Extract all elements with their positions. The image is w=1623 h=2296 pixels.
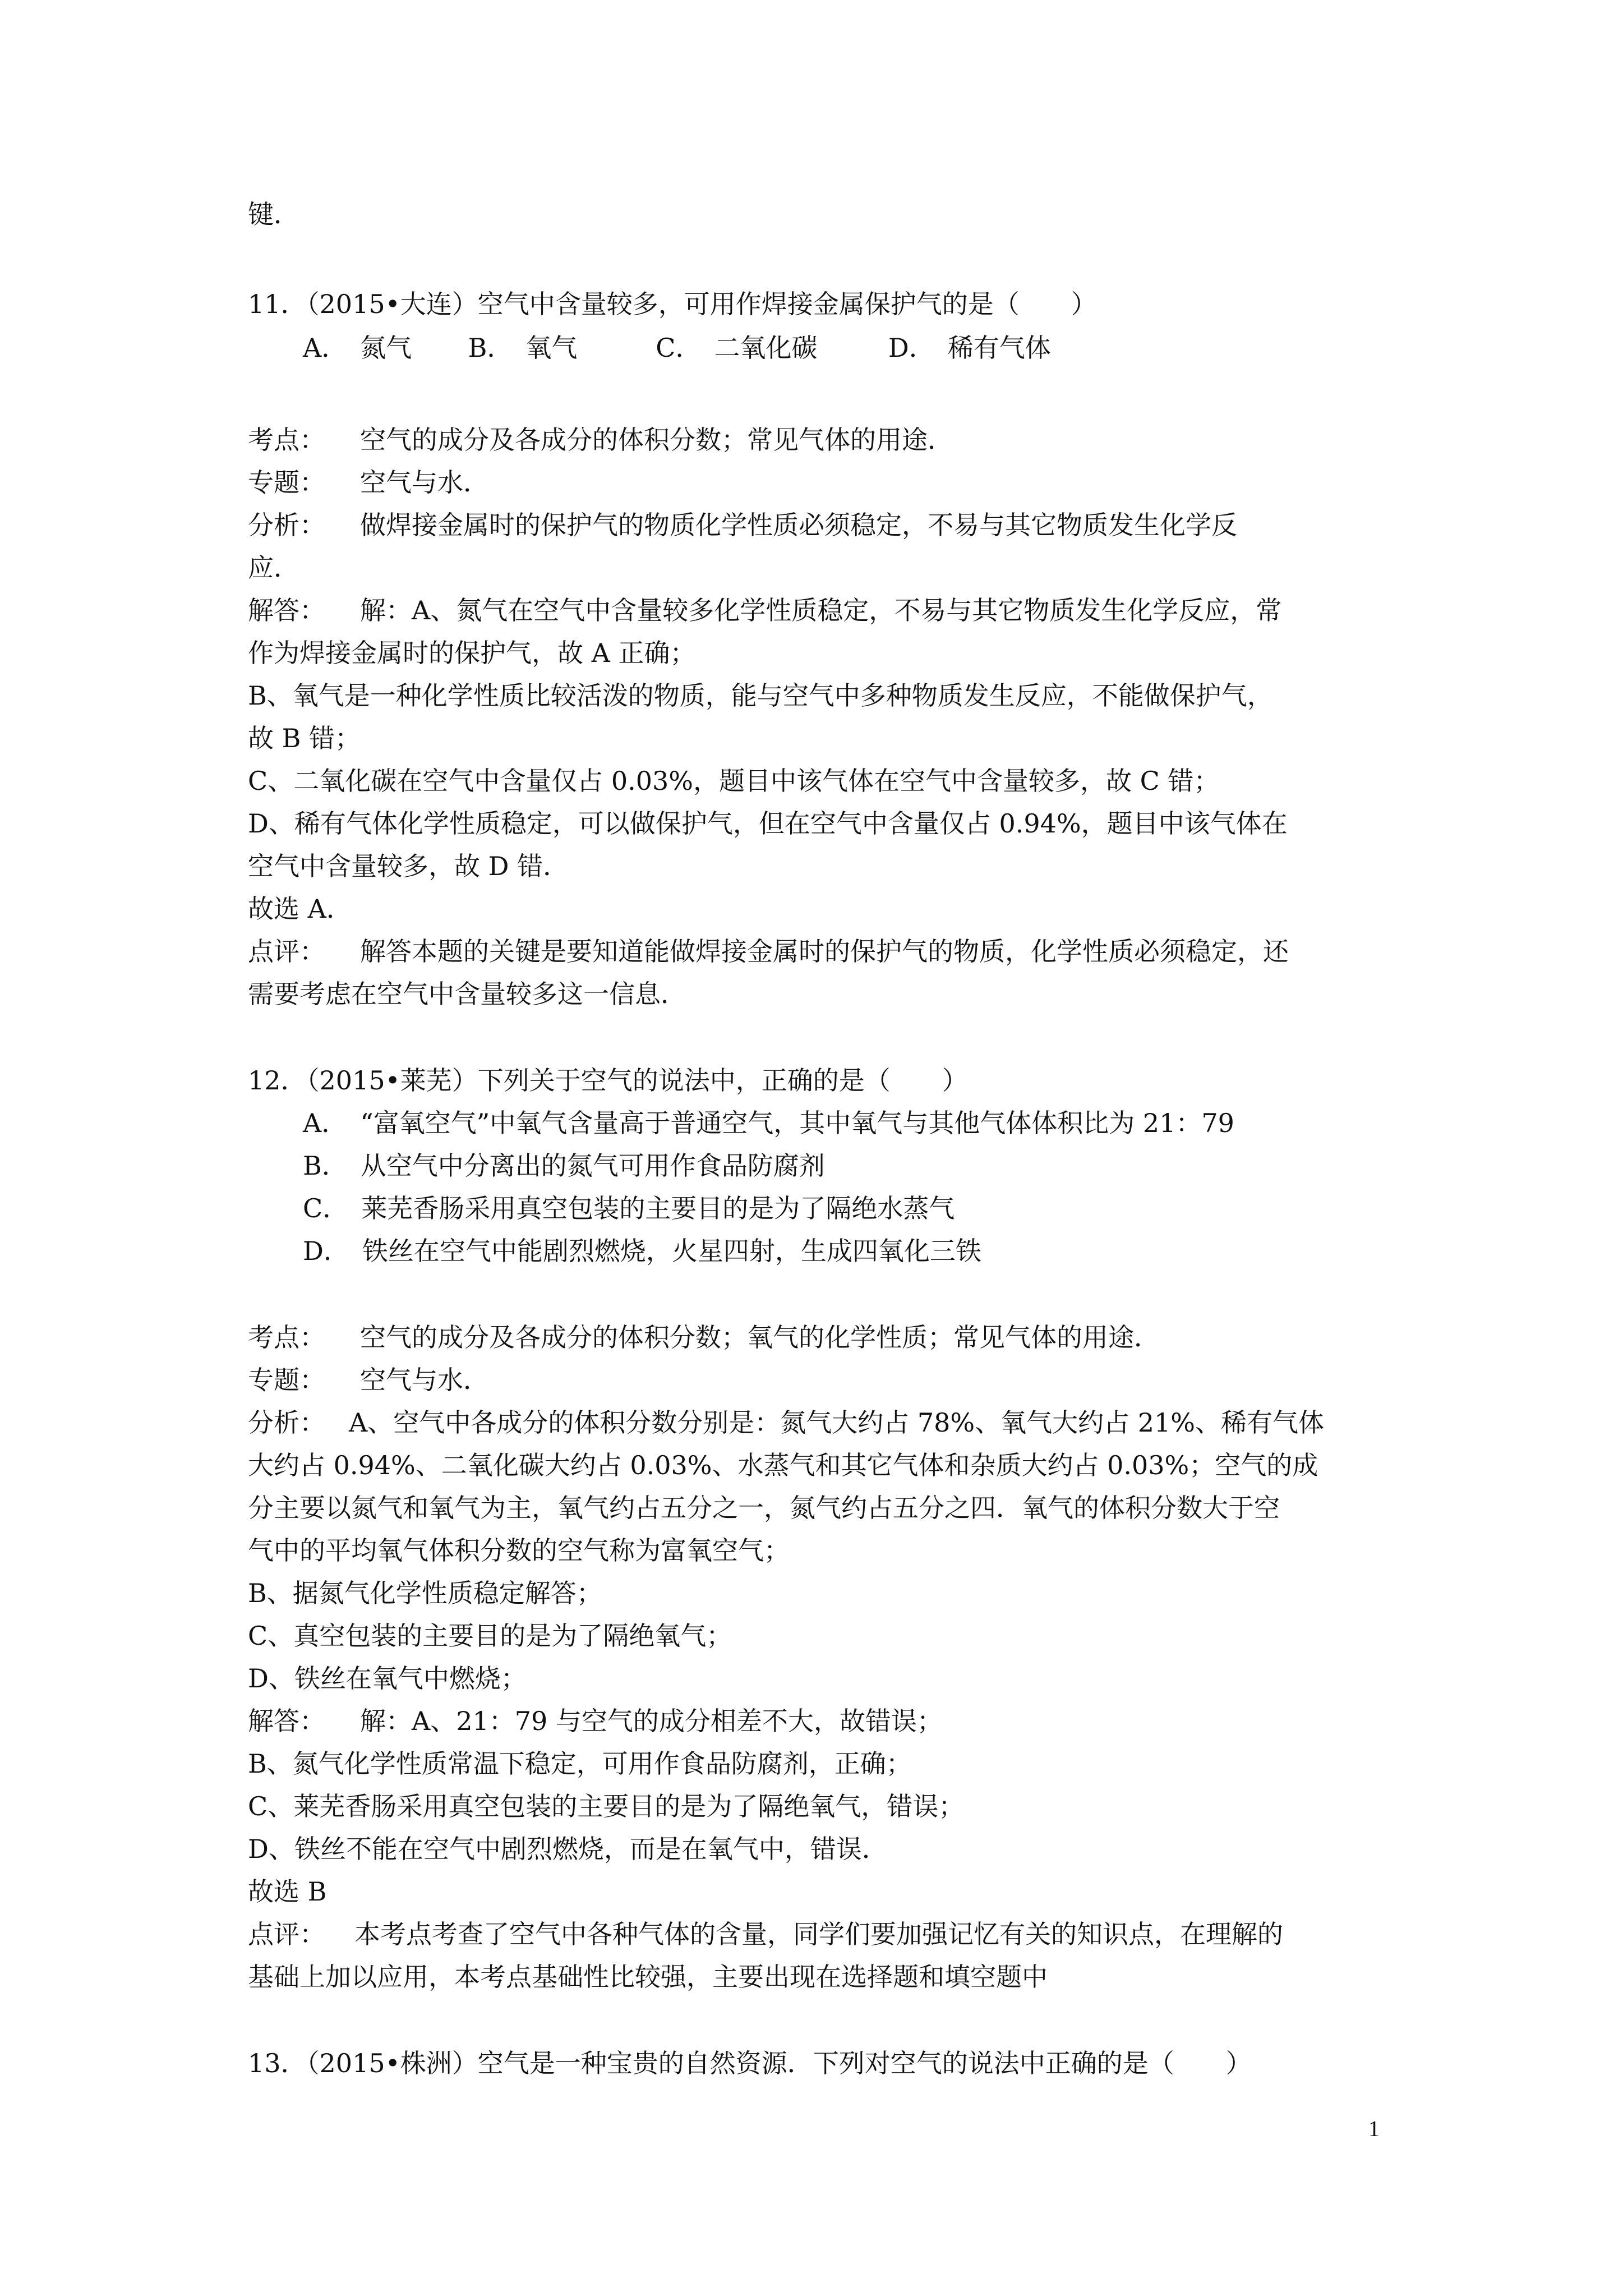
question-11-stem: 11．（2015•大连）空气中含量较多，可用作焊接金属保护气的是（ ） — [248, 289, 1097, 319]
option-d: D． 稀有气体 — [888, 333, 1051, 363]
text-line: D、铁丝在氧气中燃烧； — [248, 1663, 527, 1694]
fenxi-label: 分析： — [248, 510, 325, 540]
question-13-stem: 13．（2015•株洲）空气是一种宝贵的自然资源．下列对空气的说法中正确的是（ ） — [248, 2048, 1252, 2078]
option-b: B． 氧气 — [468, 333, 578, 363]
dianping-label: 点评： — [248, 1919, 325, 1949]
dianping-text: 本考点考查了空气中各种气体的含量，同学们要加强记忆有关的知识点，在理解的 — [354, 1919, 1283, 1949]
option-c: C． 莱芜香肠采用真空包装的主要目的是为了隔绝水蒸气 — [303, 1193, 955, 1223]
fenxi-text: A、空气中各成分的体积分数分别是：氮气大约占 78%、氧气大约占 21%、稀有气体 — [349, 1407, 1324, 1438]
option-b: B． 从空气中分离出的氮气可用作食品防腐剂 — [303, 1151, 825, 1181]
fenxi-line — [248, 508, 1392, 542]
question-12-stem: 12．（2015•莱芜）下列关于空气的说法中，正确的是（ ） — [248, 1065, 968, 1096]
kaodian-text: 空气的成分及各成分的体积分数；氧气的化学性质；常见气体的用途． — [360, 1322, 1160, 1352]
zhuanti-text: 空气与水． — [360, 1365, 489, 1395]
kaodian-label: 考点： — [248, 425, 325, 455]
option-a: A． “富氧空气”中氧气含量高于普通空气，其中氧气与其他气体体积比为 21：79 — [303, 1108, 1234, 1138]
text-line: D、稀有气体化学性质稳定，可以做保护气，但在空气中含量仅占 0.94%，题目中该气体在 — [248, 808, 1288, 839]
text-line: 分主要以氮气和氧气为主，氧气约占五分之一，氮气约占五分之四．氧气的体积分数大于空 — [248, 1493, 1280, 1523]
text-line: C、二氧化碳在空气中含量仅占 0.03%，题目中该气体在空气中含量较多，故 C 错； — [248, 766, 1220, 796]
zhuanti-label: 专题： — [248, 467, 325, 498]
text-line: B、氧气是一种化学性质比较活泼的物质，能与空气中多种物质发生反应，不能做保护气， — [248, 680, 1273, 711]
fenxi-text: 做焊接金属时的保护气的物质化学性质必须稳定，不易与其它物质发生化学反 — [360, 510, 1237, 540]
text-line: C、莱芜香肠采用真空包装的主要目的是为了隔绝氧气，错误； — [248, 1791, 965, 1821]
dianping-line — [248, 935, 1392, 968]
question-11-options — [303, 331, 1051, 365]
text-line: 键． — [248, 199, 299, 229]
jieda-line — [248, 593, 1392, 627]
text-line: 大约占 0.94%、二氧化碳大约占 0.03%、水蒸气和其它气体和杂质大约占 0.03%；空气的成 — [248, 1450, 1318, 1480]
text-line: B、据氮气化学性质稳定解答； — [248, 1578, 602, 1608]
dianping-text: 解答本题的关键是要知道能做焊接金属时的保护气的物质，化学性质必须稳定，还 — [360, 936, 1289, 967]
kaodian-text: 空气的成分及各成分的体积分数；常见气体的用途． — [360, 425, 953, 455]
text-line: 应． — [248, 553, 299, 583]
jieda-label: 解答： — [248, 595, 325, 625]
text-line: 故选 A． — [248, 894, 352, 924]
fenxi-line — [248, 1406, 1392, 1439]
kaodian-label: 考点： — [248, 1322, 325, 1352]
page-number: 1 — [1368, 2116, 1380, 2141]
text-line: 基础上加以应用，本考点基础性比较强，主要出现在选择题和填空题中 — [248, 1962, 1048, 1992]
jieda-label: 解答： — [248, 1706, 325, 1736]
fenxi-label: 分析： — [248, 1407, 325, 1438]
option-d: D． 铁丝在空气中能剧烈燃烧，火星四射，生成四氧化三铁 — [303, 1236, 981, 1266]
zhuanti-line — [248, 1363, 1392, 1397]
text-line: B、氮气化学性质常温下稳定，可用作食品防腐剂，正确； — [248, 1749, 912, 1779]
text-line: 故选 B — [248, 1876, 327, 1907]
option-a: A． 氮气 — [303, 333, 412, 363]
dianping-line — [248, 1917, 1392, 1951]
jieda-text: 解：A、21：79 与空气的成分相差不大，故错误； — [360, 1706, 943, 1736]
zhuanti-label: 专题： — [248, 1365, 325, 1395]
dianping-label: 点评： — [248, 936, 325, 967]
zhuanti-line — [248, 466, 1392, 499]
text-line: D、铁丝不能在空气中剧烈燃烧，而是在氧气中，错误． — [248, 1834, 888, 1864]
text-line: 故 B 错； — [248, 723, 361, 753]
kaodian-line — [248, 1320, 1392, 1354]
zhuanti-text: 空气与水． — [360, 467, 489, 498]
text-line: C、真空包装的主要目的是为了隔绝氧气； — [248, 1621, 732, 1651]
kaodian-line — [248, 423, 1392, 457]
jieda-line — [248, 1704, 1392, 1738]
option-c: C． 二氧化碳 — [656, 333, 818, 363]
text-line: 作为焊接金属时的保护气，故 A 正确； — [248, 638, 696, 668]
text-line: 气中的平均氧气体积分数的空气称为富氧空气； — [248, 1535, 790, 1566]
text-line: 空气中含量较多，故 D 错． — [248, 851, 569, 881]
jieda-text: 解：A、氮气在空气中含量较多化学性质稳定，不易与其它物质发生化学反应，常 — [360, 595, 1282, 625]
text-line: 需要考虑在空气中含量较多这一信息． — [248, 979, 686, 1009]
